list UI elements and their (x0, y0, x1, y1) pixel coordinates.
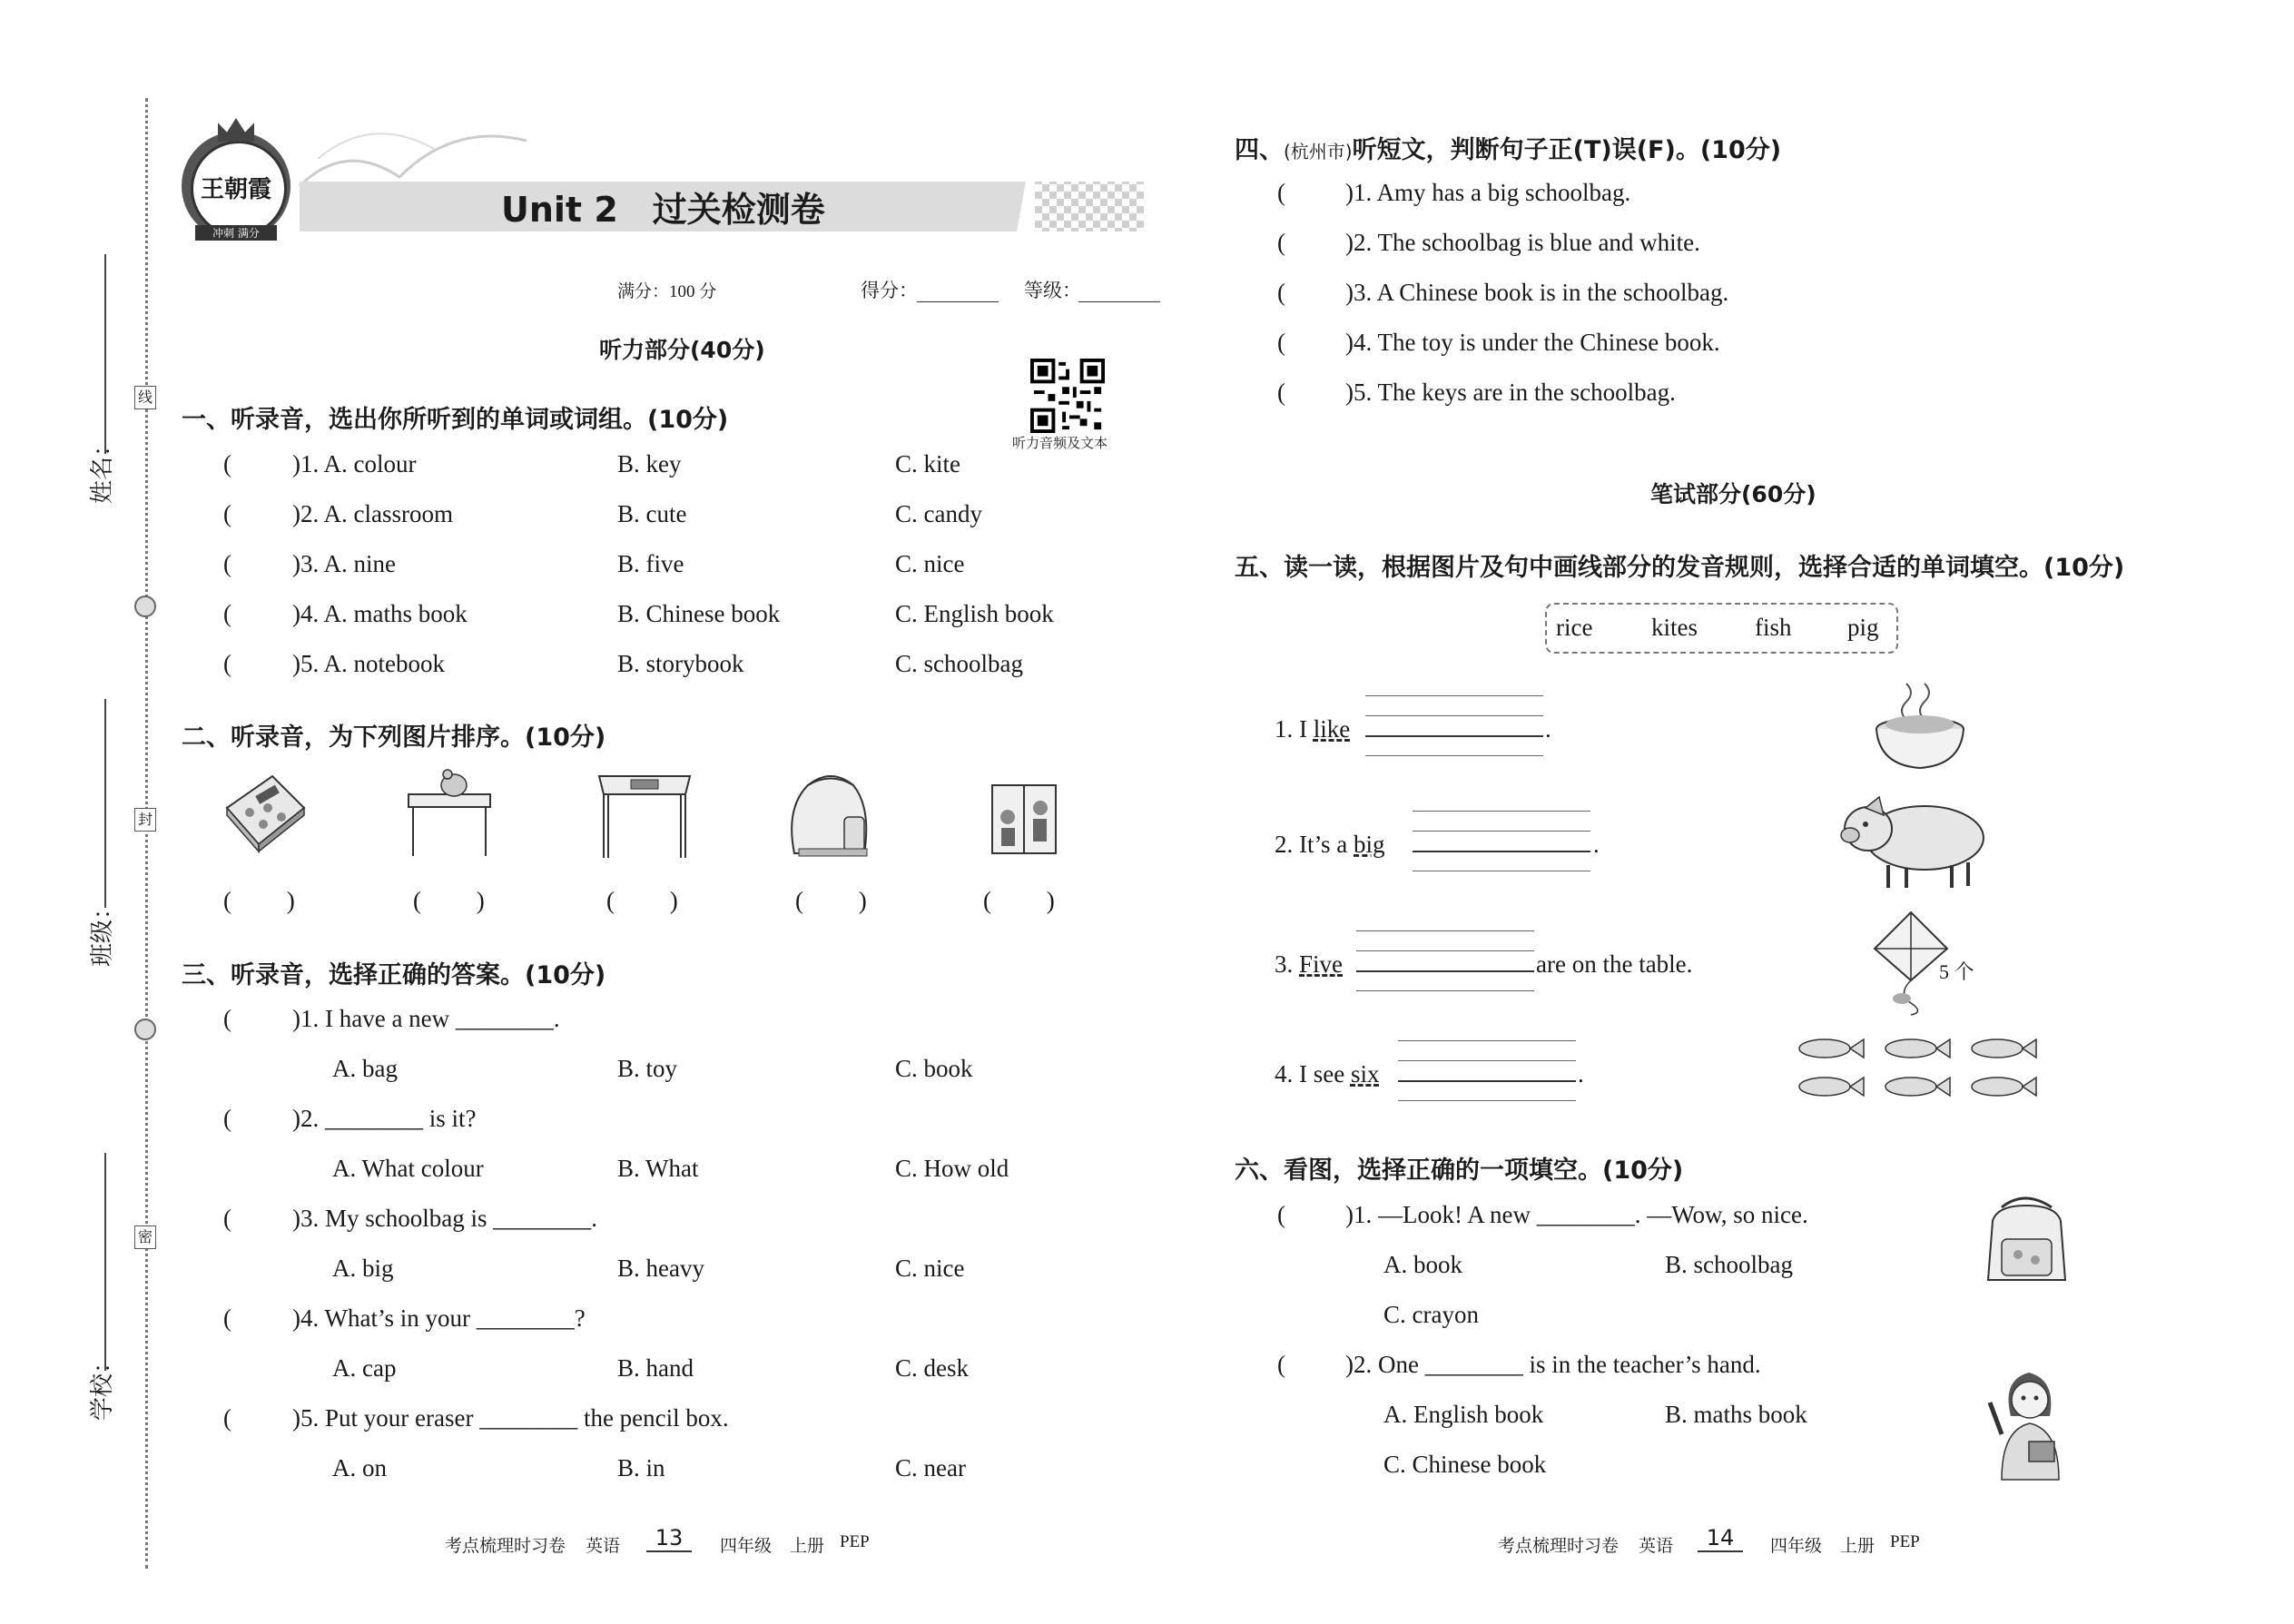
question-option-a: )4. A. maths book (292, 600, 468, 627)
question-option-b: B. storybook (617, 650, 744, 677)
schoolbag-picture (781, 772, 876, 862)
statement: )3. A Chinese book is in the schoolbag. (1345, 279, 1729, 306)
teacher-picture (1979, 1362, 2079, 1484)
word-bank-item: pig (1847, 614, 1879, 641)
question-option-a: )2. A. classroom (292, 500, 453, 527)
margin-mark-3: 密 (134, 1225, 156, 1249)
answer-bracket[interactable]: ( (223, 600, 231, 627)
footer-edition: PEP (840, 1532, 870, 1551)
option-b: B. in (617, 1454, 665, 1481)
question-option-c: C. candy (895, 500, 982, 527)
answer-bracket[interactable]: ( (223, 1304, 231, 1332)
question-option-b: B. Chinese book (617, 600, 781, 627)
fill-question: 3. Five (1275, 950, 1344, 978)
answer-bracket[interactable]: ( (1277, 279, 1285, 306)
order-bracket[interactable]: ( ) (413, 887, 485, 914)
section1-title: 一、听录音，选出你所听到的单词或词组。(10分) (182, 406, 729, 434)
four-line-grid[interactable] (1356, 930, 1534, 992)
option-b: B. heavy (617, 1255, 704, 1282)
footer-term: 上册 (1840, 1537, 1876, 1556)
listening-title: 听力部分(40分) (599, 337, 765, 363)
question-option-c: C. English book (895, 600, 1054, 627)
option-b: B. hand (617, 1354, 694, 1382)
underlined-word: big (1354, 831, 1385, 858)
footer-series: 考点梳理时习卷 (445, 1537, 566, 1556)
four-line-grid[interactable] (1398, 1040, 1576, 1102)
hole-icon (134, 1019, 156, 1040)
option-c: C. book (895, 1055, 973, 1082)
question-stem: )2. ________ is it? (292, 1105, 477, 1132)
answer-bracket[interactable]: ( (223, 550, 231, 577)
option-a: A. What colour (332, 1155, 484, 1182)
backpack-picture (1974, 1189, 2079, 1289)
storybook-picture (988, 781, 1060, 858)
order-bracket[interactable]: ( ) (606, 887, 678, 914)
margin-mark-2: 封 (134, 808, 156, 832)
option-c: C. desk (895, 1354, 969, 1382)
book-on-desk-picture (595, 767, 694, 862)
four-line-grid[interactable] (1413, 811, 1590, 872)
brand-logo (177, 118, 295, 245)
footer-subject: 英语 (1639, 1537, 1674, 1556)
fish-picture (1793, 1030, 2047, 1107)
answer-bracket[interactable]: ( (223, 650, 231, 677)
option-a: A. big (332, 1255, 394, 1282)
answer-bracket[interactable]: ( (223, 1205, 231, 1232)
class-line (104, 699, 106, 908)
underlined-word: Five (1299, 950, 1344, 978)
word-bank-item: rice (1556, 614, 1593, 641)
question-stem: )2. One ________ is in the teacher’s hand. (1345, 1351, 1761, 1378)
brand-name: 王朝霞 (200, 176, 271, 203)
option-a: A. book (1383, 1251, 1462, 1278)
underlined-word: like (1313, 715, 1351, 743)
page-title: Unit 2 过关检测卷 (501, 190, 825, 230)
school-label: 学校： (89, 1349, 116, 1421)
name-label: 姓名： (89, 432, 116, 504)
answer-bracket[interactable]: ( (1277, 179, 1285, 206)
section3-title: 三、听录音，选择正确的答案。(10分) (182, 961, 606, 989)
footer-grade: 四年级 (720, 1537, 773, 1556)
question-option-c: C. schoolbag (895, 650, 1023, 677)
statement: )4. The toy is under the Chinese book. (1345, 329, 1720, 356)
option-b: B. What (617, 1155, 699, 1182)
question-option-b: B. key (617, 450, 682, 477)
section6-title: 六、看图，选择正确的一项填空。(10分) (1235, 1156, 1684, 1185)
grade-blank[interactable] (1078, 301, 1160, 302)
option-a: A. bag (332, 1055, 398, 1082)
rice-bowl-picture (1870, 679, 1970, 774)
crown-icon (218, 118, 254, 142)
section4-title-text: 听短文，判断句子正(T)误(F)。(10分) (1352, 136, 1782, 164)
option-c: C. crayon (1383, 1301, 1479, 1328)
answer-bracket[interactable]: ( (1277, 1351, 1285, 1378)
option-b: B. toy (617, 1055, 678, 1082)
binding-dotted-line (145, 98, 148, 1569)
question-option-b: B. cute (617, 500, 687, 527)
option-a: A. English book (1383, 1401, 1544, 1428)
answer-bracket[interactable]: ( (1277, 379, 1285, 406)
question-stem: )1. —Look! A new ________. —Wow, so nice. (1345, 1201, 1808, 1228)
full-score: 满分：100 分 (617, 282, 717, 301)
answer-bracket[interactable]: ( (223, 500, 231, 527)
class-label: 班级： (89, 895, 116, 967)
answer-bracket[interactable]: ( (223, 1005, 231, 1032)
option-c: C. near (895, 1454, 966, 1481)
answer-bracket[interactable]: ( (1277, 229, 1285, 256)
section4-prefix: 四、 (1235, 136, 1284, 164)
option-c: C. Chinese book (1383, 1451, 1547, 1478)
statement: )2. The schoolbag is blue and white. (1345, 229, 1700, 256)
answer-bracket[interactable]: ( (1277, 329, 1285, 356)
footer-term: 上册 (790, 1537, 825, 1556)
page-number: 14 (1698, 1525, 1743, 1552)
word-bank-item: fish (1755, 614, 1792, 641)
question-option-a: )1. A. colour (292, 450, 417, 477)
word-bank (1545, 603, 1898, 654)
option-a: A. cap (332, 1354, 397, 1382)
question-option-c: C. kite (895, 450, 960, 477)
four-line-grid[interactable] (1365, 695, 1543, 757)
option-c: C. How old (895, 1155, 1009, 1182)
score-blank[interactable] (917, 301, 999, 302)
question-stem: )1. I have a new ________. (292, 1005, 560, 1032)
fill-question: 2. It’s a big (1275, 831, 1385, 858)
name-line (104, 254, 106, 454)
statement: )5. The keys are in the schoolbag. (1345, 379, 1676, 406)
footer-series: 考点梳理时习卷 (1498, 1537, 1620, 1556)
hole-icon (134, 595, 156, 617)
order-bracket[interactable]: ( ) (223, 887, 295, 914)
option-b: B. schoolbag (1665, 1251, 1793, 1278)
answer-bracket[interactable]: ( (223, 1404, 231, 1432)
answer-bracket[interactable]: ( (1277, 1201, 1285, 1228)
fill-question: 1. I like (1275, 715, 1351, 743)
option-c: C. nice (895, 1255, 965, 1282)
grade-label: 等级： (1024, 280, 1081, 301)
question-stem: )4. What’s in your ________? (292, 1304, 586, 1332)
order-bracket[interactable]: ( ) (795, 887, 867, 914)
qr-caption: 听力音频及文本 (1012, 435, 1108, 451)
answer-bracket[interactable]: ( (223, 450, 231, 477)
answer-bracket[interactable]: ( (223, 1105, 231, 1132)
section5-title: 五、读一读，根据图片及句中画线部分的发音规则，选择合适的单词填空。(10分) (1235, 554, 2125, 582)
section4-title (1235, 130, 1781, 165)
toy-on-desk-picture (404, 767, 495, 858)
question-option-a: )3. A. nine (292, 550, 396, 577)
book-picture (218, 772, 309, 853)
section4-region-tag: (杭州市) (1284, 141, 1353, 162)
option-b: B. maths book (1665, 1401, 1807, 1428)
footer-subject: 英语 (586, 1537, 621, 1556)
question-option-a: )5. A. notebook (292, 650, 445, 677)
score-label: 得分： (861, 280, 918, 301)
footer-grade: 四年级 (1770, 1537, 1823, 1556)
underlined-word: six (1350, 1060, 1380, 1088)
footer-edition: PEP (1890, 1532, 1920, 1551)
page-number: 13 (646, 1525, 692, 1552)
section2-title: 二、听录音，为下列图片排序。(10分) (182, 723, 606, 752)
question-option-b: B. five (617, 550, 684, 577)
question-stem: )3. My schoolbag is ________. (292, 1205, 597, 1232)
order-bracket[interactable]: ( ) (983, 887, 1055, 914)
question-stem: )5. Put your eraser ________ the pencil box. (292, 1404, 729, 1432)
brand-motto: 冲刺 满分 (195, 225, 277, 241)
writing-title: 笔试部分(60分) (1650, 481, 1816, 507)
pig-picture (1834, 788, 1993, 892)
fill-question: 4. I see six (1275, 1060, 1380, 1088)
margin-mark-1: 线 (134, 386, 156, 409)
question-option-c: C. nice (895, 550, 965, 577)
word-bank-item: kites (1651, 614, 1698, 641)
qr-code-icon[interactable] (1030, 359, 1105, 433)
statement: )1. Amy has a big schoolbag. (1345, 179, 1631, 206)
option-a: A. on (332, 1454, 387, 1481)
school-line (104, 1153, 106, 1371)
kite-count: 5 个 (1939, 960, 1974, 983)
